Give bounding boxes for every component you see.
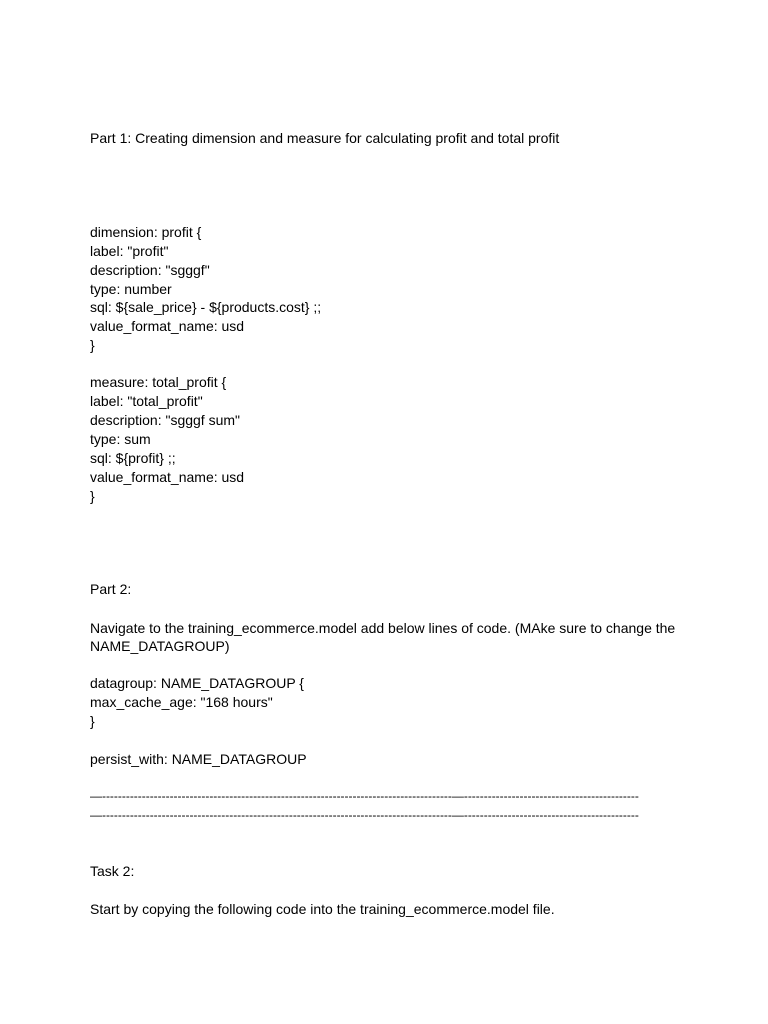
datagroup-line: max_cache_age: "168 hours" [90, 694, 273, 710]
measure-line: measure: total_profit { [90, 374, 227, 390]
dimension-line: } [90, 337, 95, 353]
dimension-line: dimension: profit { [90, 224, 202, 240]
task2-heading: Task 2: [90, 863, 135, 879]
measure-line: type: sum [90, 431, 151, 447]
separator-line: —----------------------------------------------------------------------------------------—-------------------------------------------- [90, 789, 639, 803]
datagroup-line: } [90, 713, 95, 729]
measure-line: value_format_name: usd [90, 469, 245, 485]
part1-heading: Part 1: Creating dimension and measure for calculating profit and total profit [90, 130, 560, 146]
dimension-line: value_format_name: usd [90, 318, 245, 334]
measure-line: label: "total_profit" [90, 393, 203, 409]
part2-heading: Part 2: [90, 581, 132, 597]
task2-instruction: Start by copying the following code into the training_ecommerce.model file. [90, 901, 555, 917]
part2-instruction-line: Navigate to the training_ecommerce.model add below lines of code. (MAke sure to change the [90, 620, 676, 636]
persist-line: persist_with: NAME_DATAGROUP [90, 751, 307, 767]
dimension-line: label: "profit" [90, 243, 169, 259]
measure-line: description: "sgggf sum" [90, 412, 241, 428]
datagroup-line: datagroup: NAME_DATAGROUP { [90, 675, 304, 691]
separator-line: —----------------------------------------------------------------------------------------—-------------------------------------------- [90, 808, 639, 822]
dimension-line: type: number [90, 281, 172, 297]
part2-instruction-line: NAME_DATAGROUP) [90, 638, 230, 654]
dimension-line: sql: ${sale_price} - ${products.cost} ;; [90, 299, 322, 315]
measure-line: } [90, 488, 95, 504]
measure-line: sql: ${profit} ;; [90, 450, 176, 466]
dimension-line: description: "sgggf" [90, 262, 210, 278]
